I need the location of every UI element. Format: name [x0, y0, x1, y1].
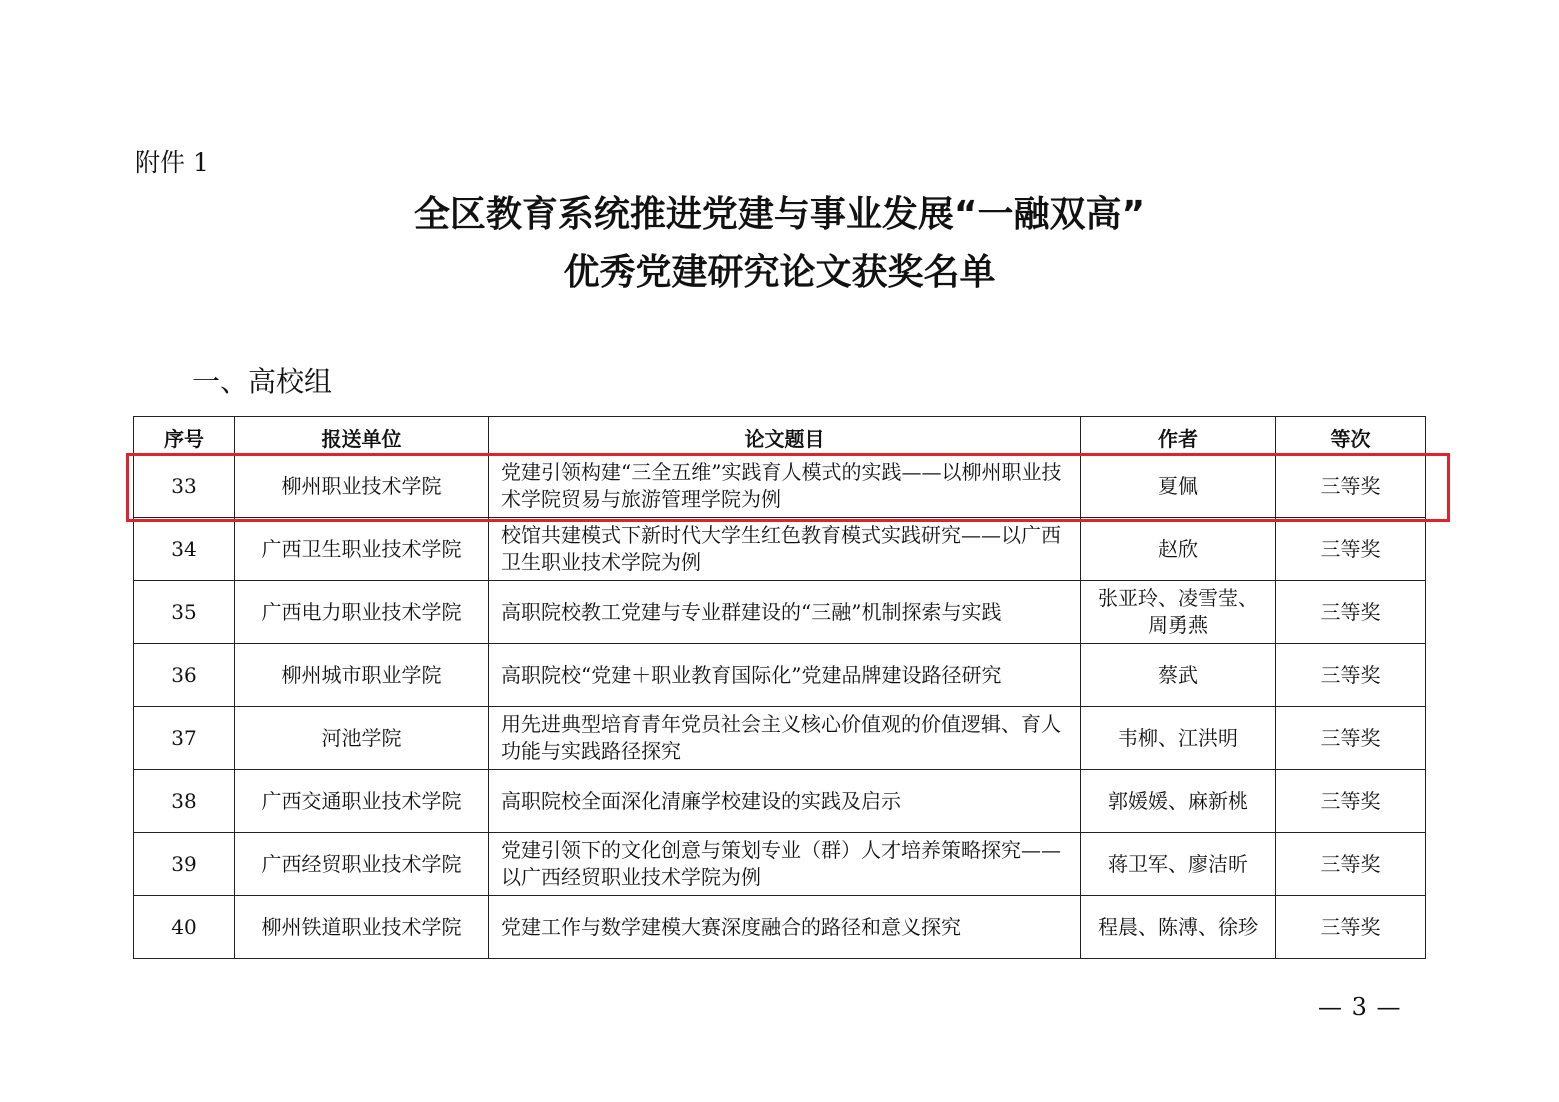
cell-unit: 广西交通职业技术学院 [235, 770, 489, 833]
cell-author: 郭媛媛、麻新桃 [1081, 770, 1276, 833]
document-title-line1: 全区教育系统推进党建与事业发展“一融双高” [413, 194, 1146, 235]
cell-unit: 柳州铁道职业技术学院 [235, 896, 489, 959]
cell-unit: 柳州职业技术学院 [235, 455, 489, 518]
cell-grade: 三等奖 [1276, 455, 1426, 518]
document-title-line2: 优秀党建研究论文获奖名单 [563, 252, 996, 293]
cell-topic: 党建工作与数学建模大赛深度融合的路径和意义探究 [489, 896, 1081, 959]
cell-no: 36 [134, 644, 235, 707]
cell-grade: 三等奖 [1276, 581, 1426, 644]
cell-unit: 广西电力职业技术学院 [235, 581, 489, 644]
cell-author: 夏佩 [1081, 455, 1276, 518]
cell-author: 程晨、陈溥、徐珍 [1081, 896, 1276, 959]
attachment-label: 附件 1 [135, 148, 209, 177]
page-number: — 3 — [1318, 993, 1402, 1021]
table-row [134, 896, 1426, 959]
cell-grade: 三等奖 [1276, 707, 1426, 770]
cell-topic: 校馆共建模式下新时代大学生红色教育模式实践研究——以广西卫生职业技术学院为例 [489, 518, 1081, 581]
cell-unit: 广西卫生职业技术学院 [235, 518, 489, 581]
table-row [134, 581, 1426, 644]
cell-grade: 三等奖 [1276, 896, 1426, 959]
cell-author: 赵欣 [1081, 518, 1276, 581]
cell-unit: 柳州城市职业学院 [235, 644, 489, 707]
column-header-unit: 报送单位 [235, 417, 489, 455]
column-header-topic: 论文题目 [489, 417, 1081, 455]
cell-topic: 高职院校全面深化清廉学校建设的实践及启示 [489, 770, 1081, 833]
section-heading: 一、高校组 [192, 365, 333, 398]
award-table [133, 416, 1426, 959]
cell-topic: 党建引领构建“三全五维”实践育人模式的实践——以柳州职业技术学院贸易与旅游管理学院为例 [489, 455, 1081, 518]
cell-grade: 三等奖 [1276, 644, 1426, 707]
table-row [134, 833, 1426, 896]
cell-topic: 用先进典型培育青年党员社会主义核心价值观的价值逻辑、育人功能与实践路径探究 [489, 707, 1081, 770]
cell-author: 蔡武 [1081, 644, 1276, 707]
column-header-author: 作者 [1081, 417, 1276, 455]
table-header-row [134, 417, 1426, 455]
cell-no: 38 [134, 770, 235, 833]
cell-grade: 三等奖 [1276, 833, 1426, 896]
cell-grade: 三等奖 [1276, 518, 1426, 581]
cell-no: 34 [134, 518, 235, 581]
cell-no: 37 [134, 707, 235, 770]
cell-no: 39 [134, 833, 235, 896]
cell-topic: 党建引领下的文化创意与策划专业（群）人才培养策略探究——以广西经贸职业技术学院为例 [489, 833, 1081, 896]
cell-no: 33 [134, 455, 235, 518]
cell-topic: 高职院校教工党建与专业群建设的“三融”机制探索与实践 [489, 581, 1081, 644]
column-header-grade: 等次 [1276, 417, 1426, 455]
table-row [134, 770, 1426, 833]
cell-topic: 高职院校“党建＋职业教育国际化”党建品牌建设路径研究 [489, 644, 1081, 707]
cell-no: 40 [134, 896, 235, 959]
table-row [134, 707, 1426, 770]
table-row [134, 455, 1426, 518]
table-row [134, 644, 1426, 707]
cell-unit: 河池学院 [235, 707, 489, 770]
cell-unit: 广西经贸职业技术学院 [235, 833, 489, 896]
cell-grade: 三等奖 [1276, 770, 1426, 833]
column-header-no: 序号 [134, 417, 235, 455]
table-row [134, 518, 1426, 581]
cell-author: 韦柳、江洪明 [1081, 707, 1276, 770]
cell-no: 35 [134, 581, 235, 644]
cell-author: 张亚玲、凌雪莹、周勇燕 [1081, 581, 1276, 644]
cell-author: 蒋卫军、廖洁昕 [1081, 833, 1276, 896]
